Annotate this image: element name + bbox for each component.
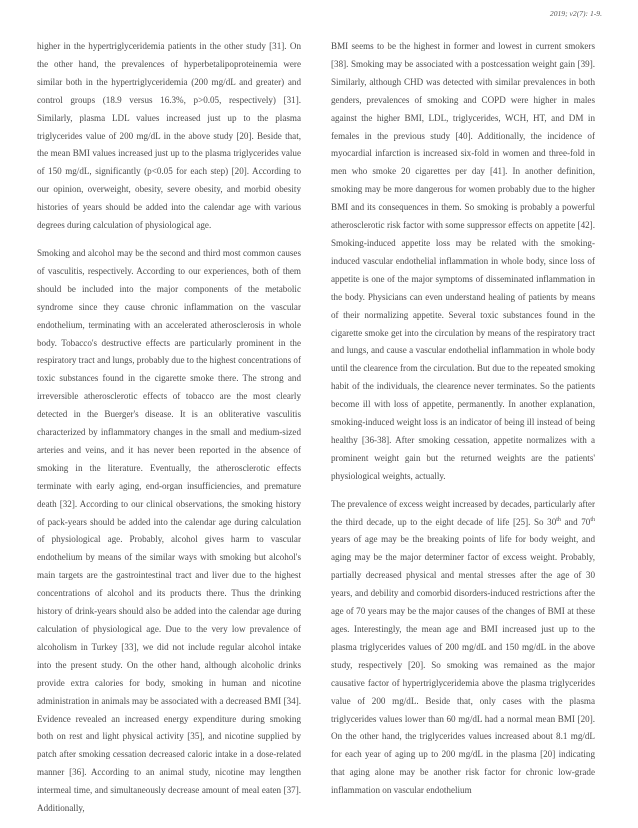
journal-citation-header: 2019; v2(7): 1-9. bbox=[549, 9, 602, 18]
right-text-column bbox=[331, 38, 595, 810]
paragraph: BMI seems to be the highest in former and lowest in current smokers [38]. Smoking may be associated with a postcessation weight gain [39]. Similarly, although CHD was detected with similar prevalences in both genders, prevalences of smoking and COPD were higher in males against the higher BMI, LDL, triglycerides, WCH, HT, and DM in females in the previous study [40]. Additionally, the incidence of myocardial infarction is increased six-fold in women and three-fold in men who smoke 20 cigarettes per day [41]. In another definition, smoking may be more dangerous for women probably due to the higher BMI and its consequences in them. So smoking is probably a powerful atherosclerotic risk factor with some suppressor effects on appetite [42]. Smoking-induced appetite loss may be related with the smoking-induced vascular endothelial inflammation in whole body, since loss of appetite is one of the major symptoms of disseminated inflammation in the body. Physicians can even understand healing of patients by means of their normalizing appetite. Several toxic substances found in the cigarette smoke get into the circulation by means of the respiratory tract and lungs, and cause a vascular endothelial inflammation in whole body until the clearence from the circulation. But due to the repeated smoking habit of the individuals, the clearence never terminates. So the patients become ill with loss of appetite, permanently. In another explanation, smoking-induced weight loss is an indicator of being ill instead of being healthy [36-38]. After smoking cessation, appetite normalizes with a prominent weight gain but the returned weights are the patients' physiological weights, actually. bbox=[331, 41, 595, 481]
paragraph bbox=[331, 496, 595, 800]
text-run: The prevalence of excess weight increased by decades, particularly after the third decade, up to the eight decade of life [25]. So 30 bbox=[331, 498, 595, 527]
ordinal-superscript: th bbox=[590, 516, 595, 523]
text-run: and 70 bbox=[560, 516, 591, 527]
paragraph: Smoking and alcohol may be the second and third most common causes of vasculitis, respectively. According to our experiences, both of them should be included into the major components of the metabolic syndrome since they cause chronic inflammation on the vascular endothelium, terminating with an accelerated atherosclerosis in whole body. Tobacco's destructive effects are particularly prominent in the respiratory tract and lungs, probably due to the highest concentrations of toxic substances found in the cigarette smoke there. The strong and irreversible atherosclerotic effects of tobacco are the most clearly detected in the Buerger's disease. It is an obliterative vasculitis characterized by inflammatory changes in the small and medium-sized arteries and veins, and it has never been reported in the absence of smoking in the literature. Eventually, the atherosclerotic effects terminate with early aging, end-organ insufficiencies, and premature death [32]. According to our clinical observations, the smoking history of pack-years should be added into the calendar age during calculation of physiological age. Probably, alcohol gives harm to vascular endothelium by means of the similar ways with smoking but alcohol's main targets are the gastrointestinal tract and liver due to the highest concentrations of alcohol and its products there. Thus the drinking history of drink-years should also be added into the calendar age during calculation of physiological age. Due to the very low prevalence of alcoholism in Turkey [33], we did not include regular alcohol intake into the present study. On the other hand, although alcoholic drinks provide extra calories for body, smoking in human and nicotine administration in animals may be associated with a decreased BMI [34]. Evidence revealed an increased energy expenditure during smoking both on rest and light physical activity [35], and nicotine supplied by patch after smoking cessation decreased caloric intake in a dose-related manner [36]. According to an animal study, nicotine may lengthen intermeal time, and simultaneously decrease amount of meal eaten [37]. Additionally, bbox=[37, 247, 301, 814]
text-run: years of age may be the breaking points of life for body weight, and aging may be the major determiner factor of excess weight. Probably, partially decreased physical and mental stresses after the age of 30 years, and debility and comorbid disorders-induced restrictions after the age of 70 years may be the major causes of the changes of BMI at these ages. Interestingly, the mean age and BMI increased just up to the plasma triglycerides values of 200 mg/dL and 150 mg/dL in the above study, respectively [20]. So smoking was remained as the major causative factor of hypertriglyceridemia above the plasma triglycerides value of 200 mg/dL. Beside that, only cases with the plasma triglycerides values lower than 60 mg/dL had a normal mean BMI [20]. On the other hand, the triglycerides values increased about 8.1 mg/dL for each year of aging up to 200 mg/dL in the plasma [20] indicating that aging alone may be another risk factor for chronic low-grade inflammation on vascular endothelium bbox=[331, 534, 595, 796]
left-text-column bbox=[37, 38, 301, 828]
paragraph: higher in the hypertriglyceridemia patients in the other study [31]. On the other hand, the prevalences of hyperbetalipoproteinemia were similar both in the hypertriglyceridemia (200 mg/dL and greater) and control groups (18.9 versus 16.3%, p>0.05, respectively) [31]. Similarly, plasma LDL values increased just up to the plasma triglycerides value of 200 mg/dL in the above study [20]. Beside that, the mean BMI values increased just up to the plasma triglycerides value of 150 mg/dL, significantly (p<0.05 for each step) [20]. According to our opinion, overweight, obesity, severe obesity, and morbid obesity histories of years should be added into the calendar age with various degrees during calculation of physiological age. bbox=[37, 41, 301, 231]
ordinal-superscript: th bbox=[556, 516, 561, 523]
